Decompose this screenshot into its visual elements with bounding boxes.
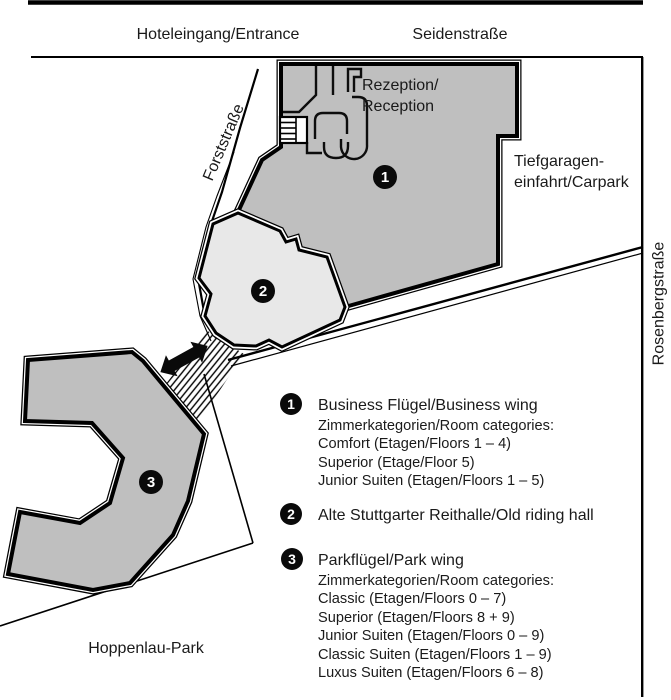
legend-lines-business-wing [318,417,554,491]
label-hoppenlau-park: Hoppenlau-Park [88,640,204,657]
legend-title-riding-hall: Alte Stuttgarter Reithalle/Old riding hall [318,507,594,524]
map-marker-riding-hall: 2 [251,279,275,303]
map-marker-business-wing: 1 [373,165,397,189]
legend-line: Classic (Etagen/Floors 0 – 7) [318,591,507,608]
label-hotel-entrance: Hoteleingang/Entrance [136,26,300,43]
legend-marker-3: 3 [281,548,303,570]
legend-line: Superior (Etagen/Floors 8 + 9) [318,609,515,626]
legend-line: Junior Suiten (Etagen/Floors 0 – 9) [318,628,545,645]
legend-line: Classic Suiten (Etagen/Floors 1 – 9) [318,646,552,663]
plot-boundary-line [204,374,253,543]
stairs-icon [280,117,307,143]
label-forststrasse: Forststraße [200,101,248,184]
label-rosenbergstrasse: Rosenbergstraße [650,241,668,366]
label-reception-line1: Rezeption/ [362,77,439,94]
legend-marker-2: 2 [280,503,302,525]
legend-line: Comfort (Etagen/Floors 1 – 4) [318,436,512,453]
legend-title-park-wing: Parkflügel/Park wing [318,552,464,569]
label-reception-line2: Reception [362,98,435,115]
legend-line: Junior Suiten (Etagen/Floors 1 – 5) [318,473,545,490]
label-carpark [514,151,629,193]
legend-title-business-wing: Business Flügel/Business wing [318,397,538,414]
legend-line: Superior (Etage/Floor 5) [318,454,475,471]
label-carpark-line2: einfahrt/Carpark [514,174,629,191]
legend-line: Luxus Suiten (Etagen/Floors 6 – 8) [318,665,544,682]
map-marker-park-wing: 3 [139,470,163,494]
legend-line: Zimmerkategorien/Room categories: [318,418,555,434]
legend-line: Zimmerkategorien/Room categories: [318,573,555,589]
label-seidenstrasse: Seidenstraße [412,26,508,43]
label-reception [362,75,439,117]
legend-lines-park-wing [318,572,554,682]
legend-marker-1: 1 [280,393,302,415]
label-carpark-line1: Tiefgaragen- [514,153,605,170]
